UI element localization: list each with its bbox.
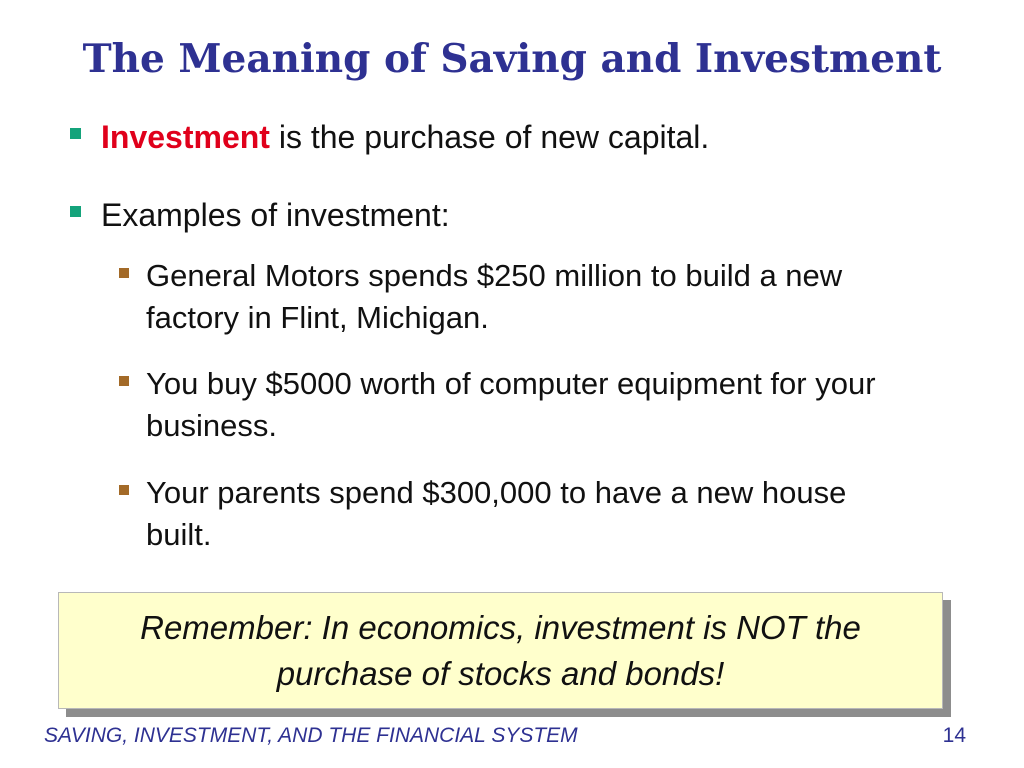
sub-bullet-text: You buy $5000 worth of computer equipment for your business. [146, 366, 876, 443]
sub-bullet-item [116, 472, 906, 556]
sub-bullet-text: General Motors spends $250 million to build a new factory in Flint, Michigan. [146, 258, 843, 335]
highlight-term: Investment [101, 119, 270, 155]
square-sub-bullet-icon [119, 268, 129, 278]
sub-bullet-item [116, 255, 906, 339]
sub-bullet-item [116, 363, 906, 447]
slide-title: The Meaning of Saving and Investment [82, 36, 942, 82]
square-sub-bullet-icon [119, 376, 129, 386]
square-sub-bullet-icon [119, 485, 129, 495]
callout-text: Remember: In economics, investment is NOT the purchase of stocks and bonds! [140, 608, 861, 692]
square-bullet-icon [70, 128, 81, 139]
square-bullet-icon [70, 206, 81, 217]
bullet-text: is the purchase of new capital. [269, 119, 710, 155]
footer-title: SAVING, INVESTMENT, AND THE FINANCIAL SYSTEM [44, 724, 578, 747]
sub-bullet-text: Your parents spend $300,000 to have a new house built. [146, 475, 847, 552]
callout-box [58, 592, 943, 709]
bullet-text: Examples of investment: [101, 197, 450, 233]
page-number: 14 [942, 724, 966, 747]
